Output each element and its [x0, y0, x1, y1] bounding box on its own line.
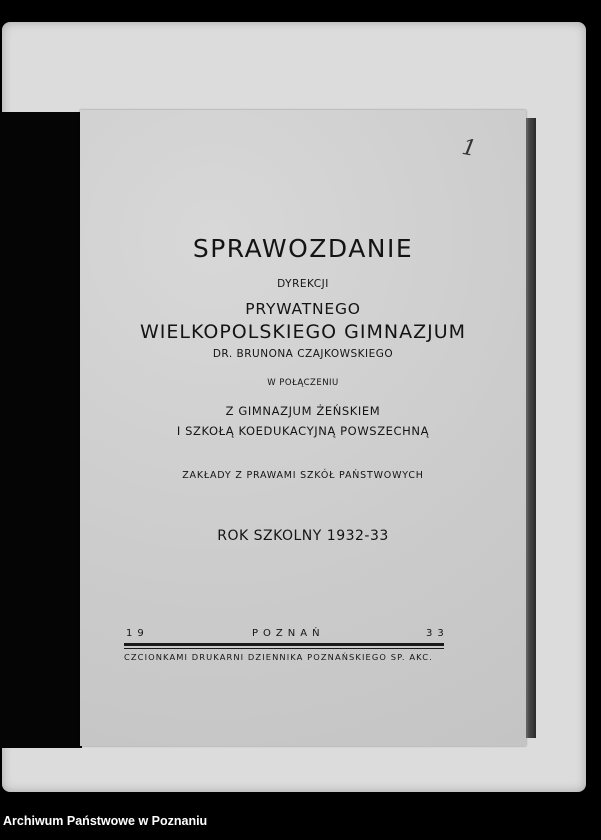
line-gimnazjum: WIELKOPOLSKIEGO GIMNAZJUM	[139, 321, 467, 343]
line-w-polaczeniu: W POŁĄCZENIU	[267, 378, 339, 388]
scan-shadow	[0, 112, 82, 748]
line-prywatnego: PRYWATNEGO	[245, 300, 361, 318]
line-powszechna: I SZKOŁĄ KOEDUKACYJNĄ POWSZECHNĄ	[176, 424, 430, 438]
footer-rule-thin	[124, 648, 444, 649]
line-zaklady: ZAKŁADY Z PRAWAMI SZKÓŁ PAŃSTWOWYCH	[182, 470, 424, 481]
archive-watermark: Archiwum Państwowe w Poznaniu	[3, 814, 208, 828]
line-dyrekcji: DYREKCJI	[277, 278, 329, 290]
line-zenskie: Z GIMNAZJUM ŻEŃSKIEM	[225, 404, 381, 418]
school-year: ROK SZKOLNY 1932-33	[217, 528, 389, 544]
printer-imprint: CZCIONKAMI DRUKARNI DZIENNIKA POZNAŃSKIEGO SP. AKC.	[124, 652, 433, 662]
handwritten-page-number: 1	[459, 134, 479, 163]
footer-city: POZNAŃ	[252, 628, 325, 639]
footer-rule-thick	[124, 643, 444, 646]
document-page	[80, 110, 526, 746]
document-title: SPRAWOZDANIE	[192, 234, 414, 263]
line-founder: DR. BRUNONA CZAJKOWSKIEGO	[212, 348, 394, 360]
footer-year-left: 19	[126, 628, 149, 639]
footer-year-right: 33	[426, 628, 449, 639]
